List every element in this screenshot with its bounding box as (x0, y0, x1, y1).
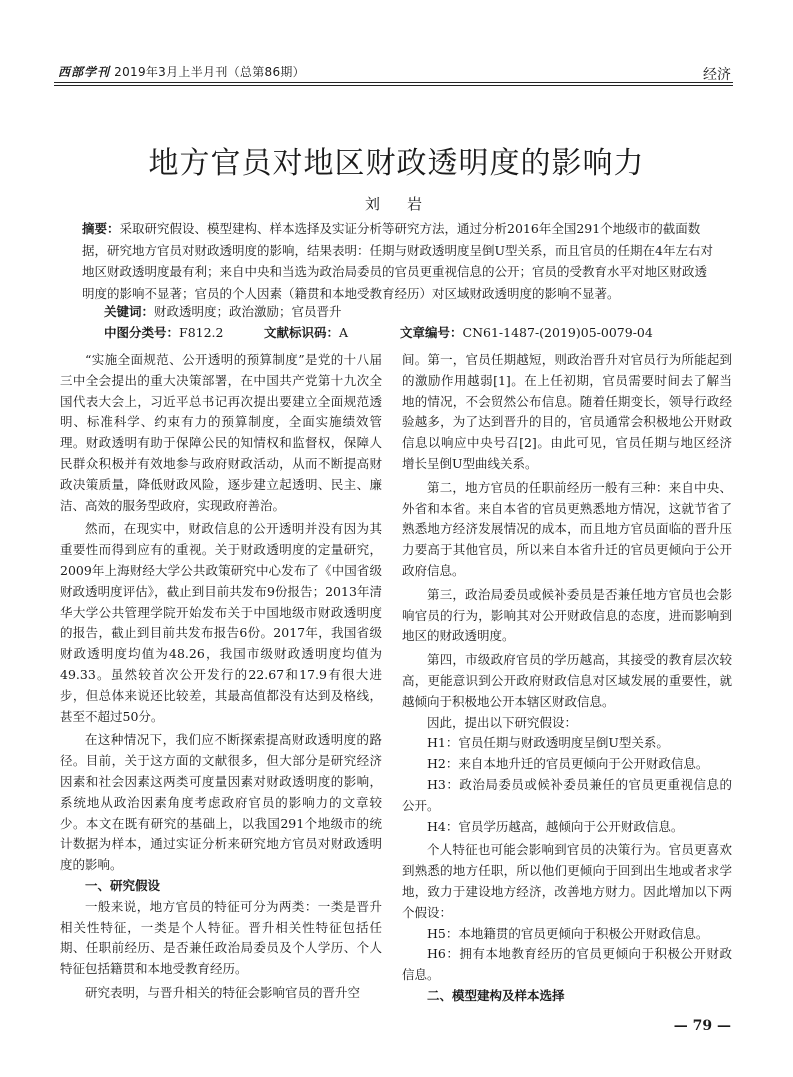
keywords-label: 关键词： (104, 304, 155, 319)
abstract (82, 218, 714, 304)
header-rule (54, 82, 733, 83)
issue-info: 2019年3月上半月刊（总第86期） (114, 65, 305, 79)
hypothesis-h6: H6：拥有本地教育经历的官员更倾向于积极公开财政信息。 (402, 946, 732, 983)
paragraph: 第二，地方官员的任职前经历一般有三种：来自中央、外省和本省。来自本省的官员更熟悉地方情况，这就节省了熟悉地方经济发展情况的成本，而且地方官员面临的晋升压力要高于其他官员，所以来自本省升迁的官员更倾向于公开政府信息。 (402, 479, 732, 578)
section-label: 经济 (703, 67, 731, 83)
journal-name: 西部学刊 (58, 65, 111, 79)
clc-value: F812.2 (179, 325, 224, 340)
hypothesis-h5: H5：本地籍贯的官员更倾向于积极公开财政信息。 (427, 925, 709, 941)
doc-value: A (339, 325, 349, 340)
article-label: 文章编号： (400, 325, 463, 340)
article-number (400, 323, 653, 341)
hypothesis-h3: H3：政治局委员或候补委员兼任的官员更重视信息的公开。 (402, 776, 732, 813)
paragraph: 因此，提出以下研究假设： (427, 714, 578, 730)
keywords-text: 财政透明度；政治激励；官员晋升 (154, 304, 342, 319)
paragraph: 在这种情况下，我们应不断探索提高财政透明度的路径。目前，关于这方面的文献很多，但大部分是研究经济因素和社会因素这两类可度量因素对财政透明度的影响，系统地从政治因素角度考虑政府官员的影响力的文章较少。本文在既有研究的基础上，以我国291个地级市的统计数据为样本，通过实证分析来研究地方官员对财政透明度的影响。 (60, 732, 382, 873)
article-value: CN61-1487-(2019)05-0079-04 (462, 325, 653, 340)
paragraph: 第四，市级政府官员的学历越高，其接受的教育层次较高，更能意识到公开政府财政信息对区域发展的重要性，就越倾向于积极地公开本辖区财政信息。 (402, 652, 732, 709)
paragraph: “实施全面规范、公开透明的预算制度”是党的十八届三中全会提出的重大决策部署，在中国共产党第十九次全国代表大会上，习近平总书记再次提出要建立全面规范透明、标准科学、约束有力的预算制度，全面实施绩效管理。财政透明有助于保障公民的知情权和监督权，保障人民群众积极并有效地参与政府财政活动，从而不断提高财政决策质量，降低财政风险，逐步建立起透明、民主、廉洁、高效的服务型政府，实现政府善治。 (60, 352, 382, 513)
doc-label: 文献标识码： (264, 325, 340, 340)
section-heading: 一、研究假设 (85, 877, 161, 893)
hypothesis-h2: H2：来自本地升迁的官员更倾向于公开财政信息。 (427, 756, 709, 772)
paper-title: 地方官员对地区财政透明度的影响力 (148, 146, 645, 181)
paragraph: 研究表明，与晋升相关的特征会影响官员的晋升空 (85, 984, 361, 1000)
left-column (60, 350, 382, 1004)
keywords (104, 302, 342, 320)
section-heading: 二、模型建构及样本选择 (427, 987, 565, 1003)
header-rule-thin (54, 85, 733, 86)
document-code (264, 323, 348, 341)
author-name: 刘 岩 (364, 195, 428, 213)
running-header (58, 63, 305, 80)
abstract-text: 采取研究假设、模型建构、样本选择及实证分析等研究方法，通过分析2016年全国291个地级市的截面数据，研究地方官员对财政透明度的影响，结果表明：任期与财政透明度呈倒U型关系，而且官员的任期在4年左右对地区财政透明度最有利；来自中央和当选为政治局委员的官员更重视信息的公开；官员的受教育水平对地区财政透明度的影响不显著；官员的个人因素（籍贯和本地受教育经历）对区域财政透明度的影响不显著。 (82, 221, 713, 301)
page-number: — 79 — (673, 1018, 731, 1034)
clc-label: 中图分类号： (104, 325, 180, 340)
hypothesis-h4: H4：官员学历越高，越倾向于公开财政信息。 (427, 818, 684, 834)
paragraph: 间。第一，官员任期越短，则政治晋升对官员行为所能起到的激励作用越弱[1]。在上任初期，官员需要时间去了解当地的情况，不会贸然公布信息。随着任期变长，领导行政经验越多，为了达到晋升的目的，官员通常会积极地公开财政信息以响应中央号召[2]。由此可见，官员任期与地区经济增长呈倒U型曲线关系。 (402, 352, 732, 471)
paragraph: 个人特征也可能会影响到官员的决策行为。官员更喜欢到熟悉的地方任职，所以他们更倾向于回到出生地或者求学地，致力于建设地方经济，改善地方财力。因此增加以下两个假设： (402, 842, 732, 920)
hypothesis-h1: H1：官员任期与财政透明度呈倒U型关系。 (427, 735, 669, 751)
clc-number (104, 323, 223, 341)
paragraph: 一般来说，地方官员的特征可分为两类：一类是晋升相关性特征，一类是个人特征。晋升相关性特征包括任期、任职前经历、是否兼任政治局委员及个人学历、个人特征包括籍贯和本地受教育经历。 (60, 898, 382, 977)
right-column (402, 350, 732, 1007)
abstract-label: 摘要： (82, 221, 120, 236)
paragraph: 第三，政治局委员或候补委员是否兼任地方官员也会影响官员的行为，影响其对公开财政信息的态度，进而影响到地区的财政透明度。 (402, 586, 732, 644)
paragraph: 然而，在现实中，财政信息的公开透明并没有因为其重要性而得到应有的重视。关于财政透明度的定量研究，2009年上海财经大学公共政策研究中心发布了《中国省级财政透明度评估》，截止到目前共发布9份报告；2013年清华大学公共管理学院开始发布关于中国地级市财政透明度的报告，截止到目前共发布报告6份。2017年，我国省级财政透明度均值为48.26，我国市级财政透明度均值为49.33。虽然较首次公开发行的22.67和17.9有很大进步，但总体来说还比较差，其最高值都没有达到及格线，甚至不超过50分。 (60, 521, 382, 724)
